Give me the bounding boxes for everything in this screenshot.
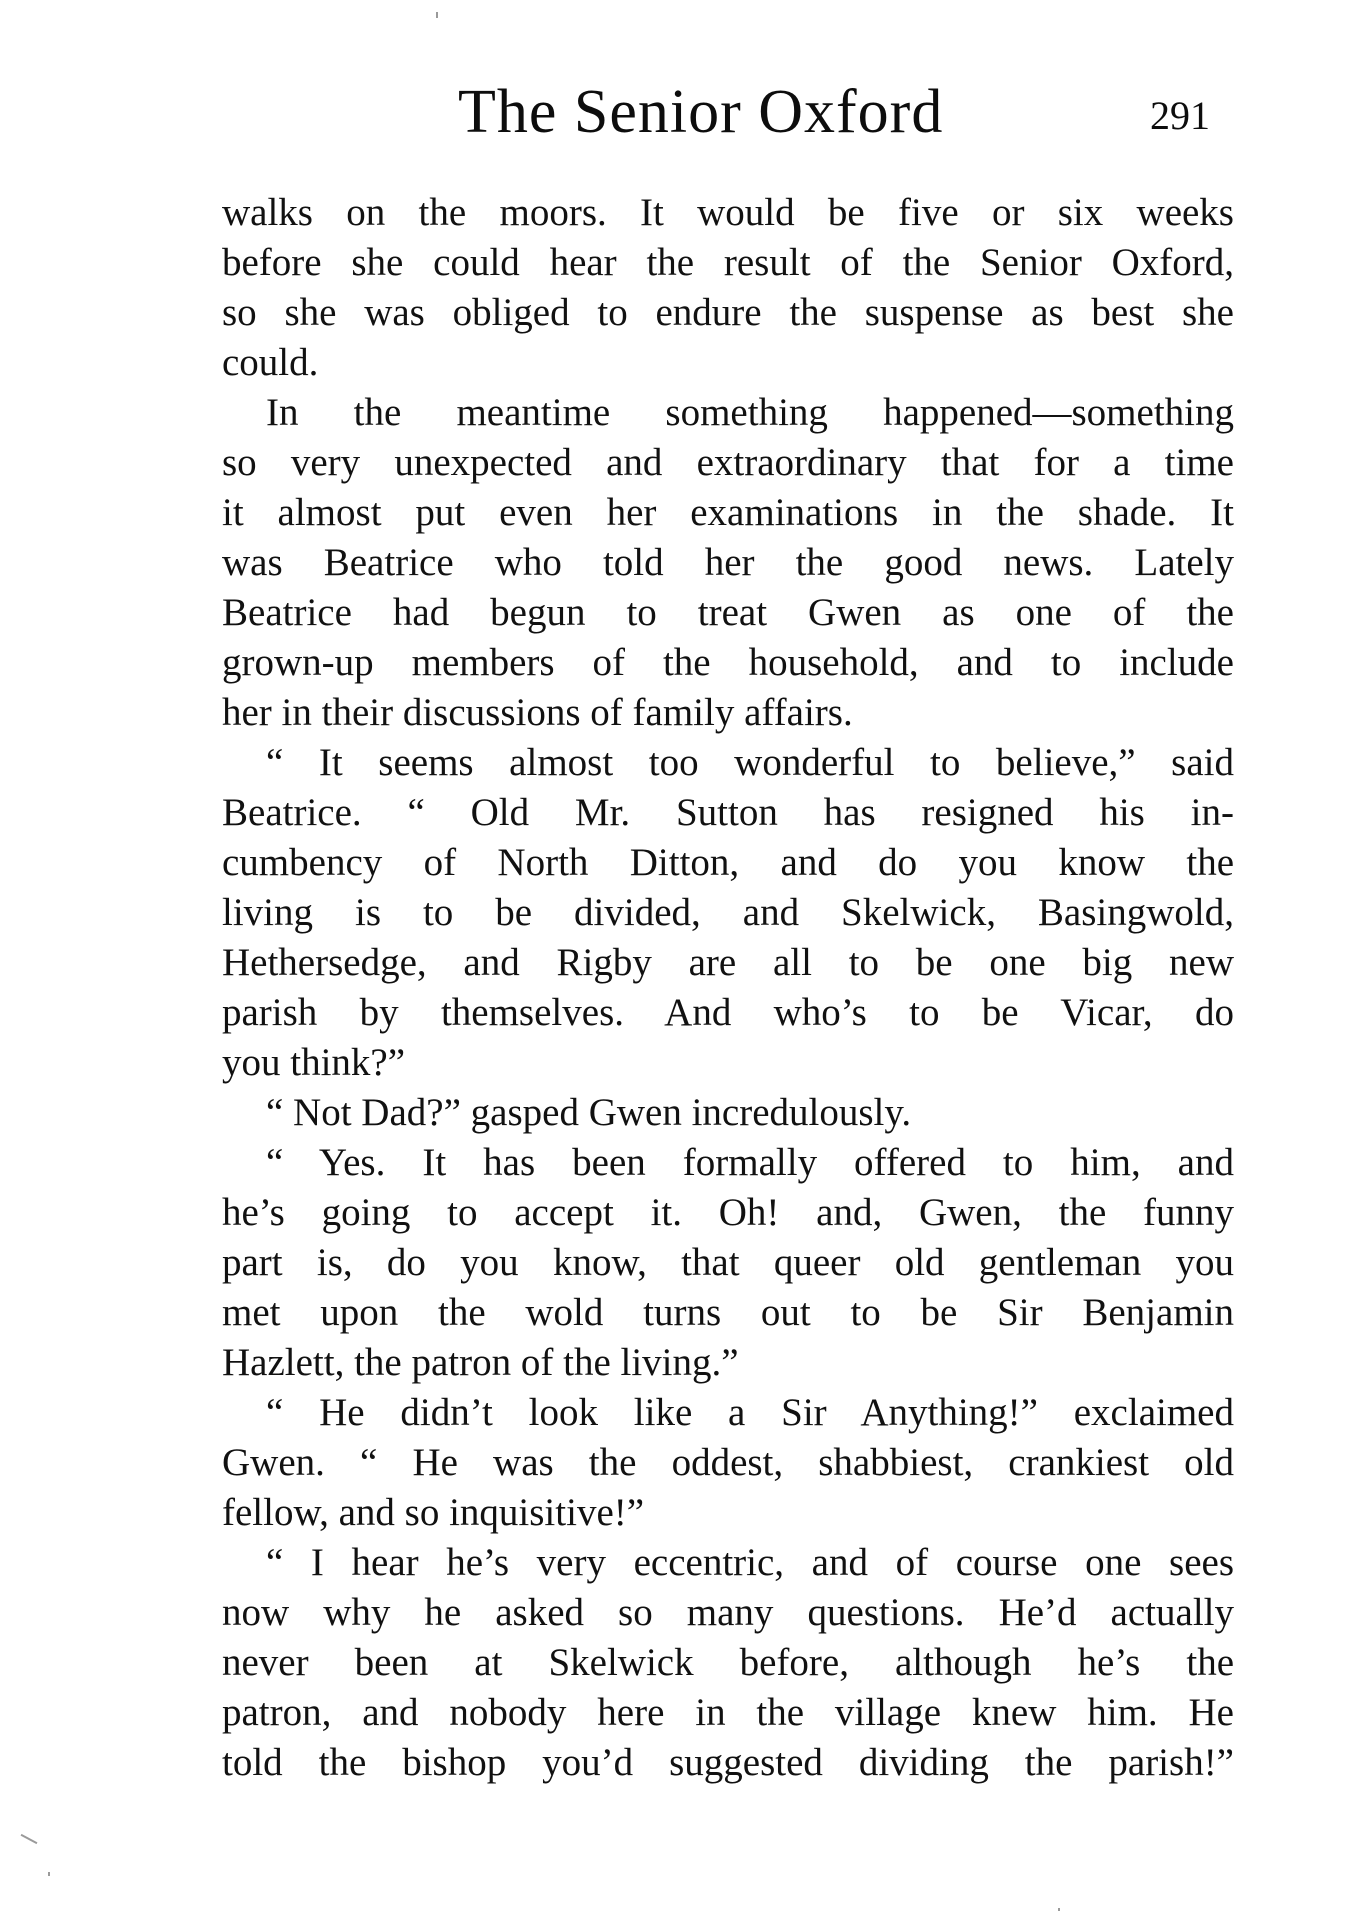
text-line: it almost put even her examinations in the shade. It — [222, 491, 1234, 534]
text-line: Beatrice had begun to treat Gwen as one of the — [222, 591, 1234, 634]
scan-speck — [436, 12, 438, 18]
scan-speck — [21, 1834, 38, 1844]
text-line: you think?” — [222, 1041, 406, 1084]
text-line: so she was obliged to endure the suspense as best she — [222, 291, 1234, 334]
text-line: could. — [222, 341, 319, 384]
text-line: parish by themselves. And who’s to be Vicar, do — [222, 991, 1234, 1034]
text-line: “ He didn’t look like a Sir Anything!” exclaimed — [266, 1391, 1234, 1434]
body-text — [222, 188, 1234, 1788]
text-line: living is to be divided, and Skelwick, Basingwold, — [222, 891, 1234, 934]
text-line: “ Not Dad?” gasped Gwen incredulously. — [266, 1091, 912, 1134]
text-line: walks on the moors. It would be five or six weeks — [222, 191, 1234, 234]
text-line: now why he asked so many questions. He’d actually — [222, 1591, 1234, 1634]
text-line: met upon the wold turns out to be Sir Benjamin — [222, 1291, 1234, 1334]
text-line: so very unexpected and extraordinary that for a time — [222, 441, 1234, 484]
text-line: he’s going to accept it. Oh! and, Gwen, the funny — [222, 1191, 1234, 1234]
text-line: grown-up members of the household, and to include — [222, 641, 1234, 684]
scan-speck — [48, 1872, 50, 1876]
running-title: The Senior Oxford — [458, 78, 944, 146]
text-line: was Beatrice who told her the good news. Lately — [222, 541, 1234, 584]
text-line: “ Yes. It has been formally offered to him, and — [266, 1141, 1234, 1184]
text-line: Hethersedge, and Rigby are all to be one big new — [222, 941, 1234, 984]
text-line: In the meantime something happened—something — [266, 391, 1234, 434]
page-header — [0, 72, 1358, 152]
page-number: 291 — [1150, 93, 1210, 138]
text-line: never been at Skelwick before, although he’s the — [222, 1641, 1234, 1684]
text-line: her in their discussions of family affairs. — [222, 691, 853, 734]
text-line: cumbency of North Ditton, and do you know the — [222, 841, 1234, 884]
text-line: Hazlett, the patron of the living.” — [222, 1341, 739, 1384]
text-line: part is, do you know, that queer old gentleman you — [222, 1241, 1234, 1284]
text-line: fellow, and so inquisitive!” — [222, 1491, 645, 1534]
text-line: before she could hear the result of the Senior Oxford, — [222, 241, 1234, 284]
scan-speck — [1058, 1908, 1060, 1911]
text-line: “ It seems almost too wonderful to believe,” said — [266, 741, 1234, 784]
text-line: patron, and nobody here in the village knew him. He — [222, 1691, 1234, 1734]
text-line: Gwen. “ He was the oddest, shabbiest, crankiest old — [222, 1441, 1234, 1484]
text-line: Beatrice. “ Old Mr. Sutton has resigned his in- — [222, 791, 1234, 834]
text-line: “ I hear he’s very eccentric, and of course one sees — [266, 1541, 1234, 1584]
text-line: told the bishop you’d suggested dividing the parish!” — [222, 1741, 1234, 1784]
